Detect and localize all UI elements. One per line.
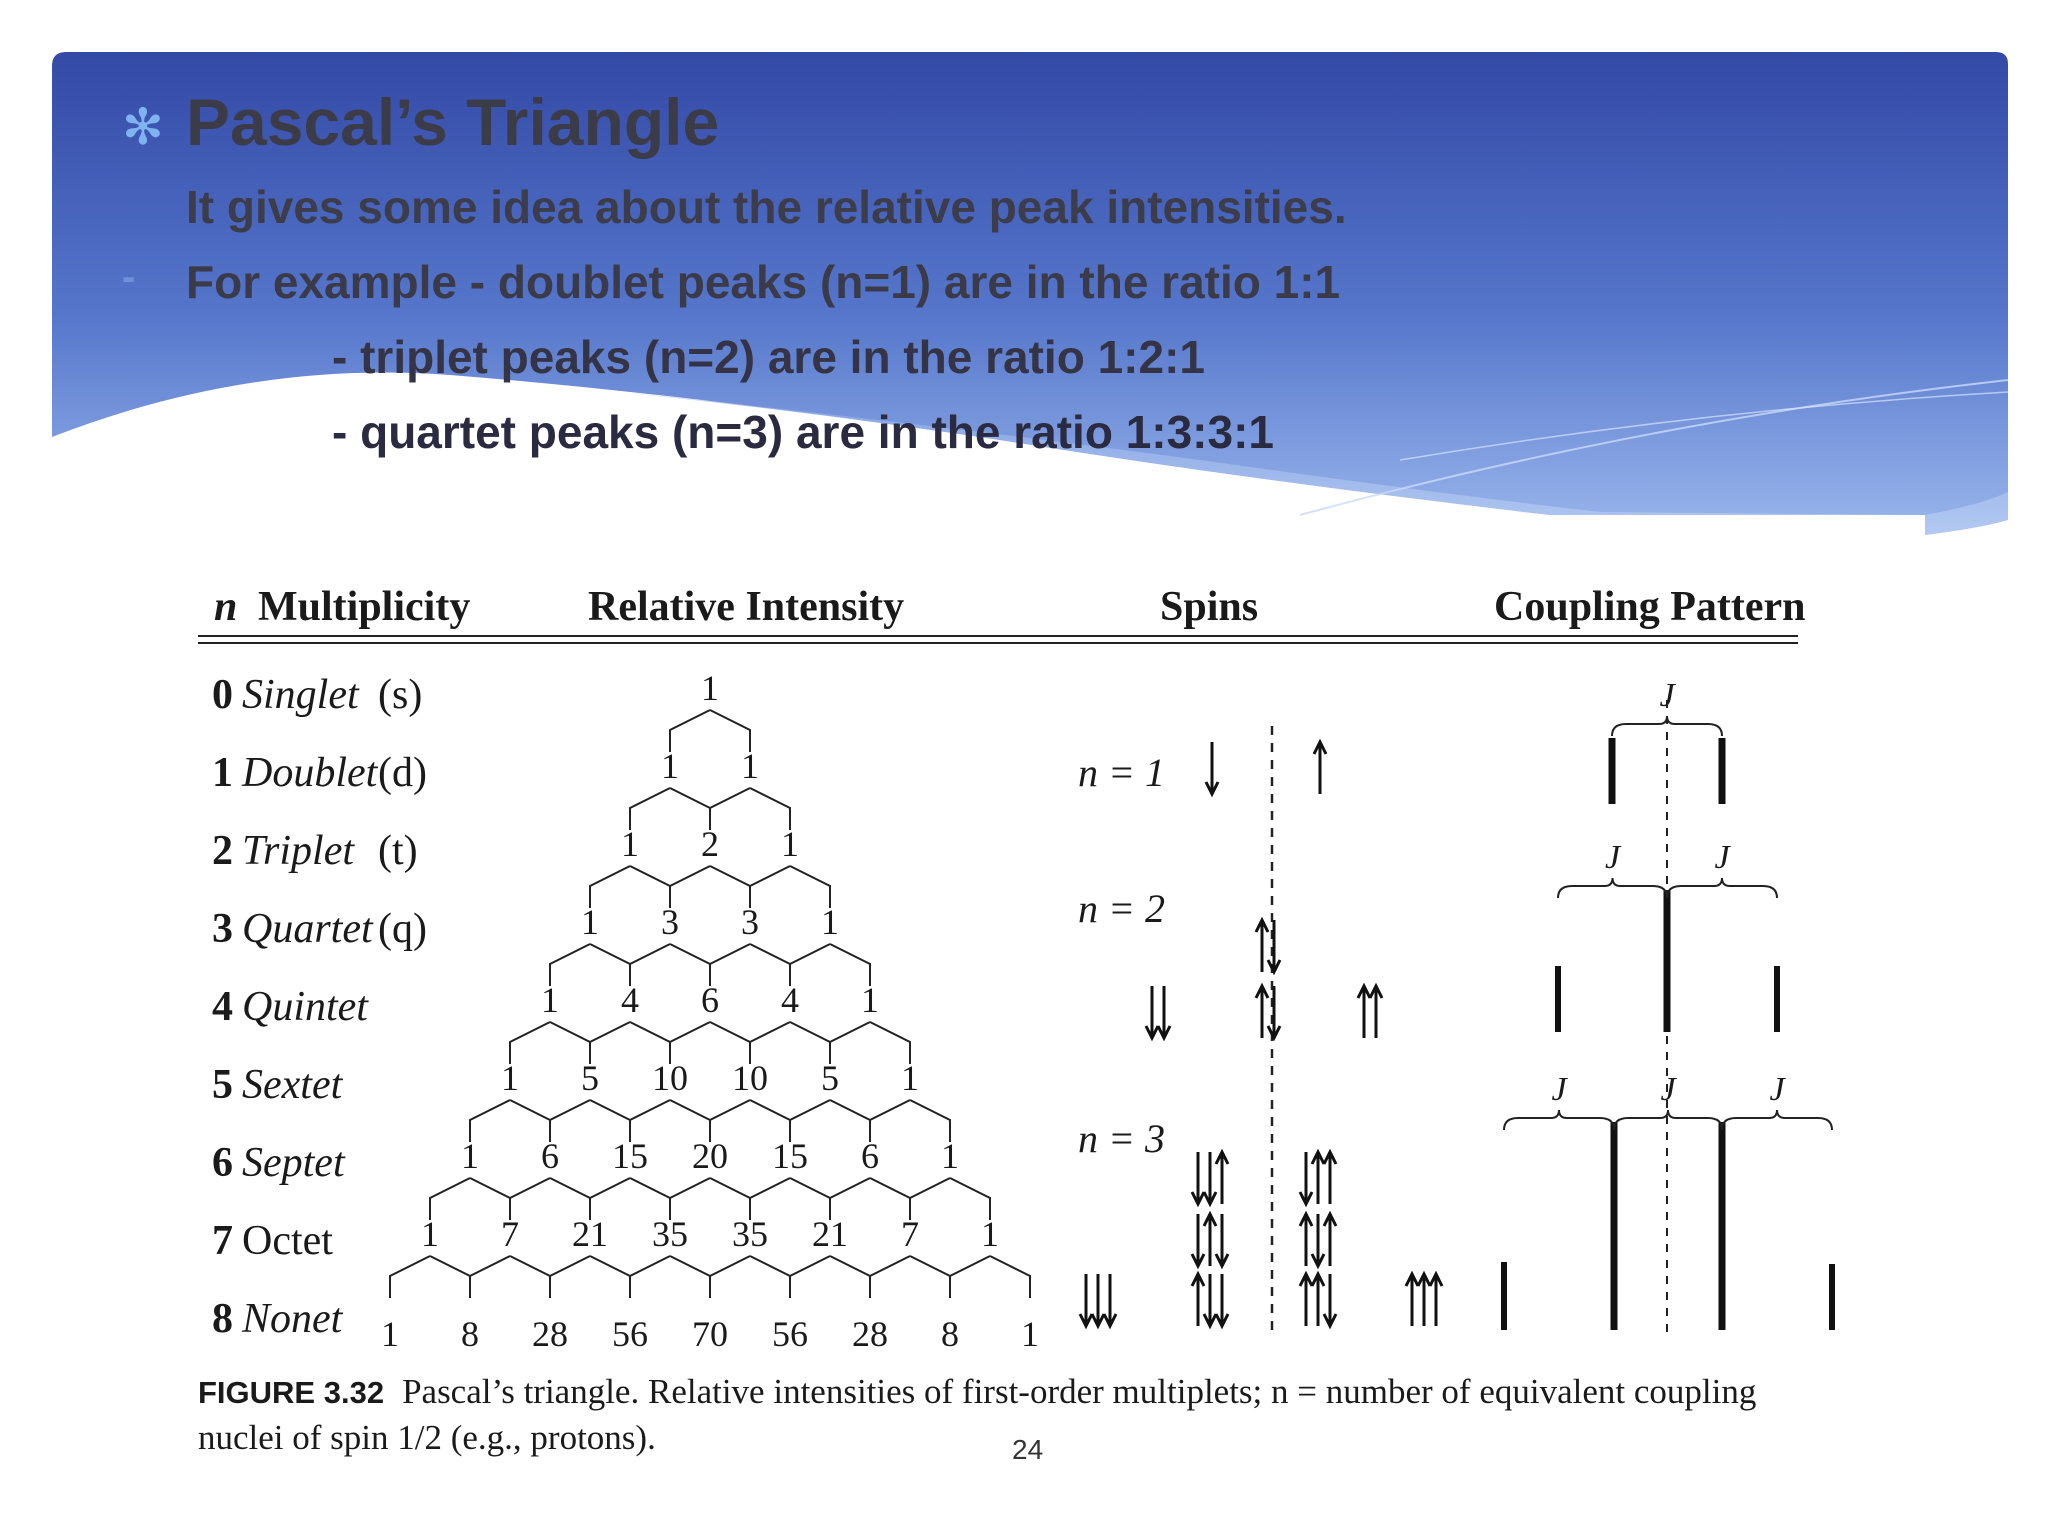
- spin-down-arrow-icon: [1204, 1152, 1216, 1204]
- row-abbreviation: (d): [378, 750, 427, 796]
- spin-down-arrow-icon: [1192, 1152, 1204, 1204]
- asterisk-bullet-icon: ✻: [122, 98, 164, 156]
- spin-down-arrow-icon: [1300, 1152, 1312, 1204]
- triangle-value: 7: [501, 1214, 519, 1254]
- triangle-value: 15: [772, 1136, 808, 1176]
- triangle-value: 21: [572, 1214, 608, 1254]
- row-n: 0: [212, 672, 233, 718]
- triangle-value: 1: [901, 1058, 919, 1098]
- triangle-value: 8: [461, 1314, 479, 1354]
- multiplicity-row: [212, 906, 427, 952]
- spin-up-arrow-icon: [1358, 986, 1370, 1038]
- row-multiplicity: Quintet: [242, 984, 368, 1030]
- row-n: 2: [212, 828, 233, 874]
- triangle-value: 1: [741, 746, 759, 786]
- triangle-value: 1: [621, 824, 639, 864]
- triangle-value: 56: [612, 1314, 648, 1354]
- spin-up-arrow-icon: [1314, 742, 1326, 794]
- row-n: 7: [212, 1218, 233, 1264]
- page-number: 24: [1012, 1434, 1044, 1465]
- triangle-connector: [870, 1256, 950, 1298]
- spin-down-arrow-icon: [1104, 1274, 1116, 1326]
- triangle-value: 28: [532, 1314, 568, 1354]
- figure-caption-line-2: nuclei of spin 1/2 (e.g., protons).: [198, 1418, 656, 1457]
- spin-label-n2: n = 2: [1078, 886, 1165, 931]
- spin-up-arrow-icon: [1312, 1274, 1324, 1326]
- triangle-connector: [950, 1256, 1030, 1298]
- triangle-value: 1: [781, 824, 799, 864]
- spin-up-arrow-icon: [1370, 986, 1382, 1038]
- pascal-triangle: [381, 668, 1039, 1354]
- spin-up-arrow-icon: [1204, 1214, 1216, 1266]
- triangle-value: 1: [381, 1314, 399, 1354]
- spin-up-arrow-icon: [1430, 1274, 1442, 1326]
- multiplicity-row: [212, 984, 369, 1030]
- multiplicity-rows: [212, 672, 427, 1342]
- header-coupling-pattern: Coupling Pattern: [1494, 584, 1806, 630]
- triangle-connector: [670, 710, 750, 752]
- triangle-value: 3: [661, 902, 679, 942]
- coupling-j-label: J: [1769, 1071, 1785, 1108]
- triangle-value: 1: [421, 1214, 439, 1254]
- triangle-value: 4: [781, 980, 799, 1020]
- row-n: 3: [212, 906, 233, 952]
- spin-up-arrow-icon: [1324, 1152, 1336, 1204]
- triangle-value: 28: [852, 1314, 888, 1354]
- row-multiplicity: Septet: [242, 1140, 345, 1186]
- multiplicity-row: [212, 750, 427, 796]
- spin-up-arrow-icon: [1256, 920, 1268, 972]
- triangle-connector: [670, 866, 750, 908]
- triangle-value: 1: [581, 902, 599, 942]
- triangle-value: 15: [612, 1136, 648, 1176]
- spin-down-arrow-icon: [1324, 1274, 1336, 1326]
- triangle-value: 35: [652, 1214, 688, 1254]
- row-multiplicity: Nonet: [242, 1296, 343, 1342]
- slide-title: Pascal’s Triangle: [186, 85, 720, 159]
- spin-down-arrow-icon: [1092, 1274, 1104, 1326]
- spin-up-arrow-icon: [1300, 1274, 1312, 1326]
- spin-down-arrow-icon: [1206, 742, 1218, 794]
- spin-arrows: [1080, 742, 1442, 1326]
- triangle-value: 10: [732, 1058, 768, 1098]
- spin-down-arrow-icon: [1216, 1274, 1228, 1326]
- triangle-value: 35: [732, 1214, 768, 1254]
- triangle-connector: [790, 1256, 870, 1298]
- triangle-value: 4: [621, 980, 639, 1020]
- triangle-connector: [750, 866, 830, 908]
- header-spins: Spins: [1160, 584, 1259, 630]
- coupling-brace: [1667, 878, 1777, 898]
- spin-down-arrow-icon: [1216, 1214, 1228, 1266]
- triangle-value: 56: [772, 1314, 808, 1354]
- row-abbreviation: (q): [378, 906, 427, 952]
- triangle-connector: [390, 1256, 470, 1298]
- triangle-value: 70: [692, 1314, 728, 1354]
- triangle-connector: [550, 944, 630, 986]
- spin-down-arrow-icon: [1158, 986, 1170, 1038]
- row-multiplicity: Singlet: [242, 672, 359, 718]
- spin-up-arrow-icon: [1406, 1274, 1418, 1326]
- text-line-2: For example - doublet peaks (n=1) are in the ratio 1:1: [186, 256, 1341, 308]
- figure-label: FIGURE 3.32: [198, 1375, 385, 1410]
- coupling-j-label: J: [1660, 1071, 1676, 1108]
- spin-down-arrow-icon: [1192, 1214, 1204, 1266]
- spin-down-arrow-icon: [1268, 986, 1280, 1038]
- spin-down-arrow-icon: [1146, 986, 1158, 1038]
- triangle-connector: [790, 944, 870, 986]
- row-n: 8: [212, 1296, 233, 1342]
- coupling-j-label: J: [1714, 839, 1730, 876]
- header-n: n: [214, 584, 238, 630]
- spin-up-arrow-icon: [1418, 1274, 1430, 1326]
- spin-down-arrow-icon: [1204, 1274, 1216, 1326]
- triangle-value: 6: [861, 1136, 879, 1176]
- triangle-value: 21: [812, 1214, 848, 1254]
- triangle-connector: [470, 1256, 550, 1298]
- coupling-j-label: J: [1659, 677, 1675, 714]
- triangle-connector: [550, 1256, 630, 1298]
- spin-up-arrow-icon: [1216, 1152, 1228, 1204]
- triangle-connector: [510, 1022, 590, 1064]
- coupling-j-label: J: [1604, 839, 1621, 876]
- triangle-connector: [710, 788, 790, 830]
- text-line-3: - triplet peaks (n=2) are in the ratio 1:2:1: [332, 331, 1205, 383]
- row-n: 1: [212, 750, 233, 796]
- spin-up-arrow-icon: [1300, 1214, 1312, 1266]
- triangle-value: 1: [861, 980, 879, 1020]
- row-n: 6: [212, 1140, 233, 1186]
- triangle-connector: [430, 1178, 510, 1220]
- triangle-connector: [470, 1100, 550, 1142]
- spin-up-arrow-icon: [1324, 1214, 1336, 1266]
- triangle-connector: [910, 1178, 990, 1220]
- spin-label-n1: n = 1: [1078, 750, 1165, 795]
- triangle-value: 3: [741, 902, 759, 942]
- triangle-value: 7: [901, 1214, 919, 1254]
- triangle-value: 1: [541, 980, 559, 1020]
- triangle-connector: [630, 1256, 710, 1298]
- triangle-value: 5: [821, 1058, 839, 1098]
- multiplicity-row: [212, 672, 422, 718]
- triangle-value: 1: [941, 1136, 959, 1176]
- coupling-brace: [1558, 878, 1667, 898]
- triangle-value: 1: [981, 1214, 999, 1254]
- row-multiplicity: Triplet: [242, 828, 355, 874]
- spin-up-arrow-icon: [1312, 1152, 1324, 1204]
- triangle-connector: [590, 866, 670, 908]
- triangle-value: 1: [1021, 1314, 1039, 1354]
- triangle-value: 8: [941, 1314, 959, 1354]
- row-n: 4: [212, 984, 233, 1030]
- triangle-connector: [830, 1022, 910, 1064]
- row-multiplicity: Sextet: [242, 1062, 343, 1108]
- triangle-connector: [710, 944, 790, 986]
- spin-down-arrow-icon: [1080, 1274, 1092, 1326]
- row-abbreviation: (s): [378, 672, 423, 718]
- triangle-value: 1: [821, 902, 839, 942]
- triangle-value: 5: [581, 1058, 599, 1098]
- coupling-pattern: [1504, 677, 1832, 1340]
- spin-down-arrow-icon: [1312, 1214, 1324, 1266]
- text-line-4: - quartet peaks (n=3) are in the ratio 1:3:3:1: [332, 406, 1274, 458]
- multiplicity-row: [212, 1140, 346, 1186]
- header-multiplicity: Multiplicity: [258, 584, 471, 630]
- coupling-brace: [1504, 1110, 1614, 1130]
- triangle-value: 20: [692, 1136, 728, 1176]
- triangle-value: 10: [652, 1058, 688, 1098]
- caption-text-1: Pascal’s triangle. Relative intensities of first-order multiplets; n = number of equivalent coupling: [402, 1372, 1757, 1411]
- header-relative-intensity: Relative Intensity: [588, 584, 905, 630]
- dash-bullet-icon: -: [122, 255, 136, 299]
- triangle-value: 1: [461, 1136, 479, 1176]
- row-n: 5: [212, 1062, 233, 1108]
- figure-caption-line-1: [198, 1372, 1756, 1412]
- triangle-connector: [630, 944, 710, 986]
- triangle-value: 2: [701, 824, 719, 864]
- multiplicity-row: [212, 1296, 344, 1342]
- triangle-value: 1: [701, 668, 719, 708]
- spin-down-arrow-icon: [1268, 920, 1280, 972]
- coupling-j-label: J: [1551, 1071, 1567, 1108]
- coupling-brace: [1722, 1110, 1832, 1130]
- spin-label-n3: n = 3: [1078, 1116, 1165, 1161]
- row-multiplicity: Octet: [242, 1218, 333, 1264]
- row-abbreviation: (t): [378, 828, 418, 874]
- spin-up-arrow-icon: [1192, 1274, 1204, 1326]
- row-multiplicity: Quartet: [242, 906, 373, 952]
- spins-diagram: [1078, 726, 1442, 1335]
- triangle-value: 1: [661, 746, 679, 786]
- triangle-value: 6: [541, 1136, 559, 1176]
- triangle-connector: [710, 1256, 790, 1298]
- text-line-1: It gives some idea about the relative peak intensities.: [186, 181, 1347, 233]
- multiplicity-row: [212, 1218, 333, 1264]
- spin-up-arrow-icon: [1256, 986, 1268, 1038]
- row-multiplicity: Doublet: [242, 750, 378, 796]
- multiplicity-row: [212, 828, 418, 874]
- triangle-connector: [630, 788, 710, 830]
- triangle-value: 6: [701, 980, 719, 1020]
- coupling-bars: [1504, 738, 1832, 1330]
- triangle-value: 1: [501, 1058, 519, 1098]
- triangle-connector: [870, 1100, 950, 1142]
- multiplicity-row: [212, 1062, 344, 1108]
